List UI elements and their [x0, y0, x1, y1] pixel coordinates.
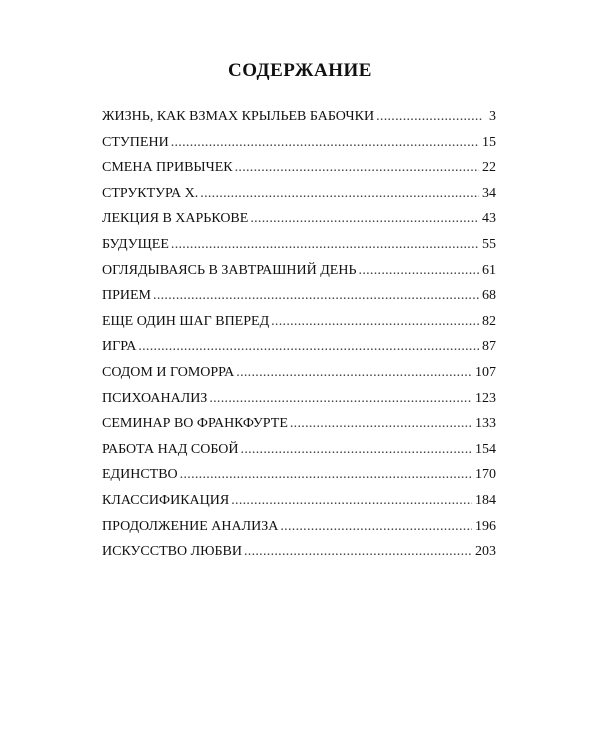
toc-entry-title: ИГРА [102, 339, 137, 355]
toc-entry-page: 203 [475, 544, 496, 560]
toc-entry [102, 258, 496, 284]
toc-dot-leader [280, 514, 472, 540]
toc-entry-page: 22 [482, 160, 496, 176]
toc-entry [102, 181, 496, 207]
toc-dot-leader [153, 283, 479, 309]
toc-entry [102, 283, 496, 309]
toc-entry-title: ЕЩЕ ОДИН ШАГ ВПЕРЕД [102, 313, 270, 329]
toc-entry [102, 462, 496, 488]
toc-entry-page: 170 [475, 467, 496, 483]
toc-dot-leader [200, 181, 479, 207]
toc-entry [102, 130, 496, 156]
toc-dot-leader [271, 309, 479, 335]
toc-entry-title: СМЕНА ПРИВЫЧЕК [102, 160, 233, 176]
toc-entry-title: СТУПЕНИ [102, 134, 169, 150]
toc-entry [102, 437, 496, 463]
toc-dot-leader [376, 104, 483, 130]
toc-entry [102, 360, 496, 386]
toc-entry-page: 196 [475, 518, 496, 534]
toc-entry-title: ПРОДОЛЖЕНИЕ АНАЛИЗА [102, 518, 279, 534]
toc-entry-page: 87 [482, 339, 496, 355]
toc-entry-title: ОГЛЯДЫВАЯСЬ В ЗАВТРАШНИЙ ДЕНЬ [102, 262, 357, 278]
toc-entry-page: 43 [482, 211, 496, 227]
toc-entry [102, 334, 496, 360]
toc-entry-title: ПСИХОАНАЛИЗ [102, 390, 208, 406]
toc-dot-leader [241, 437, 472, 463]
toc-entry [102, 206, 496, 232]
toc-entry-page: 82 [482, 313, 496, 329]
toc-dot-leader [290, 411, 472, 437]
toc-entry [102, 411, 496, 437]
toc-entry [102, 232, 496, 258]
toc-entry-title: ПРИЕМ [102, 288, 152, 304]
toc-entry-page: 107 [475, 364, 496, 380]
toc-entry-page: 68 [482, 288, 496, 304]
toc-entry-title: КЛАССИФИКАЦИЯ [102, 492, 230, 508]
toc-entry-title: ЛЕКЦИЯ В ХАРЬКОВЕ [102, 211, 249, 227]
toc-entry-title: СТРУКТУРА Х. [102, 185, 199, 201]
toc-entry [102, 386, 496, 412]
toc-dot-leader [180, 462, 472, 488]
toc-entry-title: СЕМИНАР ВО ФРАНКФУРТЕ [102, 416, 288, 432]
toc-dot-leader [231, 488, 472, 514]
toc-entry [102, 155, 496, 181]
toc-entry-title: РАБОТА НАД СОБОЙ [102, 441, 239, 457]
toc-entry-page: 123 [475, 390, 496, 406]
toc-entry-title: ИСКУССТВО ЛЮБВИ [102, 544, 242, 560]
toc-entry-title: СОДОМ И ГОМОРРА [102, 364, 235, 380]
toc-heading: СОДЕРЖАНИЕ [228, 60, 372, 81]
toc-dot-leader [138, 334, 479, 360]
toc-entry-page: 15 [482, 134, 496, 150]
toc-dot-leader [244, 539, 472, 565]
toc-entry [102, 104, 496, 130]
toc-entry-page: 61 [482, 262, 496, 278]
toc-list [102, 104, 496, 565]
toc-dot-leader [250, 206, 479, 232]
toc-entry-page: 133 [475, 416, 496, 432]
toc-dot-leader [235, 155, 479, 181]
toc-entry [102, 488, 496, 514]
toc-entry-page: 154 [475, 441, 496, 457]
toc-entry-page: 55 [482, 236, 496, 252]
toc-entry-title: ЖИЗНЬ, КАК ВЗМАХ КРЫЛЬЕВ БАБОЧКИ [102, 109, 375, 124]
toc-entry-page: 3 [489, 109, 496, 124]
toc-dot-leader [171, 130, 479, 156]
toc-dot-leader [359, 258, 479, 284]
toc-entry-page: 184 [475, 492, 496, 508]
toc-dot-leader [236, 360, 472, 386]
toc-entry-title: ЕДИНСТВО [102, 467, 178, 483]
toc-entry [102, 309, 496, 335]
toc-entry [102, 539, 496, 565]
toc-entry-page: 34 [482, 185, 496, 201]
toc-dot-leader [171, 232, 479, 258]
toc-dot-leader [209, 386, 472, 412]
toc-entry [102, 514, 496, 540]
toc-entry-title: БУДУЩЕЕ [102, 236, 169, 252]
